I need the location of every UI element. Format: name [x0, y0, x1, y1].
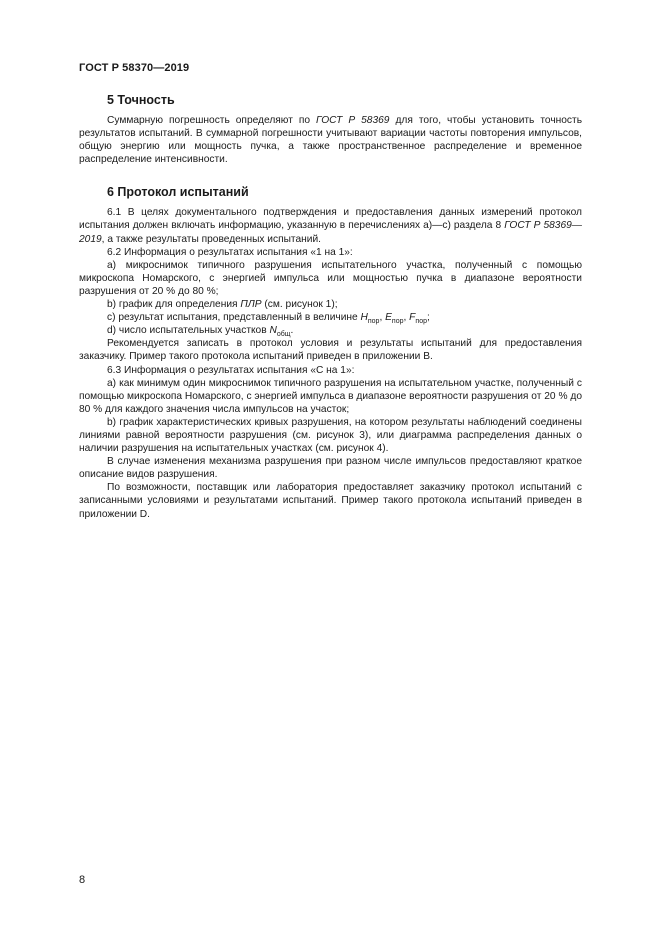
clause-6-3-item-b: b) график характеристических кривых разрушения, на котором результаты наблюдений соединены линиями равной вероятности разрушения (см. рисунок 3), или диаграмма распределения данных о наличии разрушения на испытательных участках (см. рисунок 4).: [79, 416, 582, 455]
page-number: 8: [79, 874, 86, 886]
clause-6-3-note: В случае изменения механизма разрушения при разном числе импульсов предоставляют краткое описание видов разрушения.: [79, 456, 582, 481]
clause-6-2: 6.2 Информация о результатах испытания «1 на 1»:: [107, 246, 353, 258]
clause-6-2-item-a: а) микроснимок типичного разрушения испытательного участка, полученный с помощью микроскопа Номарского, с энергией импульса или мощностью пучка в диапазоне вероятности разрушения от 20 % до 80 %;: [79, 259, 582, 297]
abbreviation-plr: ПЛР: [240, 299, 262, 311]
clause-6-3-item-a: а) как минимум один микроснимок типичного разрушения на испытательном участке, полученный с помощью микроскопа Номарского, с энергией импульса в диапазоне вероятности разрушения от 20 % до 80 % для каждого значения числа импульсов на участок;: [79, 377, 582, 415]
clause-6-2-item-b: b) график для определения ПЛР (см. рисунок 1);: [107, 299, 338, 311]
clause-6-2-item-c: c) результат испытания, представленный в величине $H_{пор}$, $E_{пор}$, $F_{пор}$;: [107, 312, 430, 326]
section-5-paragraph: Суммарную погрешность определяют по ГОСТ Р 58369 для того, чтобы установить точность результатов испытаний. В суммарной погрешности учитывают вариации частоты повторения импульсов, общую энергию или мощность пучка, а также пространственное распределение и временное распределение интенсивности.: [79, 115, 583, 166]
section-5-heading: 5 Точность: [107, 93, 175, 107]
clause-6-3: 6.3 Информация о результатах испытания «С на 1»:: [107, 364, 355, 376]
section-6-heading: 6 Протокол испытаний: [107, 185, 249, 200]
page-content: [79, 91, 582, 521]
standard-reference: ГОСТ Р 58369: [316, 115, 390, 126]
clause-6-3-final: По возможности, поставщик или лаборатория предоставляет заказчику протокол испытаний с записанными условиями и результатами испытаний. Пример такого протокола испытаний приведен в приложении D.: [79, 482, 582, 520]
document-header: ГОСТ Р 58370—2019: [79, 62, 190, 74]
clause-6-2-item-d: d) число испытательных участков $N_{общ}$.: [107, 325, 294, 339]
clause-6-1: 6.1 В целях документального подтверждения и предоставления данных измерений протокол испытания должен включать информацию, указанную в перечислениях а)—с) раздела 8 ГОСТ Р 58369—2019, а также результаты проведенных испытаний.: [79, 207, 582, 245]
clause-6-2-recommendation: Рекомендуется записать в протокол условия и результаты испытаний для предоставления заказчику. Пример такого протокола испытаний приведен в приложении В.: [79, 338, 582, 363]
standard-reference: ГОСТ Р 58369—2019: [79, 220, 582, 245]
